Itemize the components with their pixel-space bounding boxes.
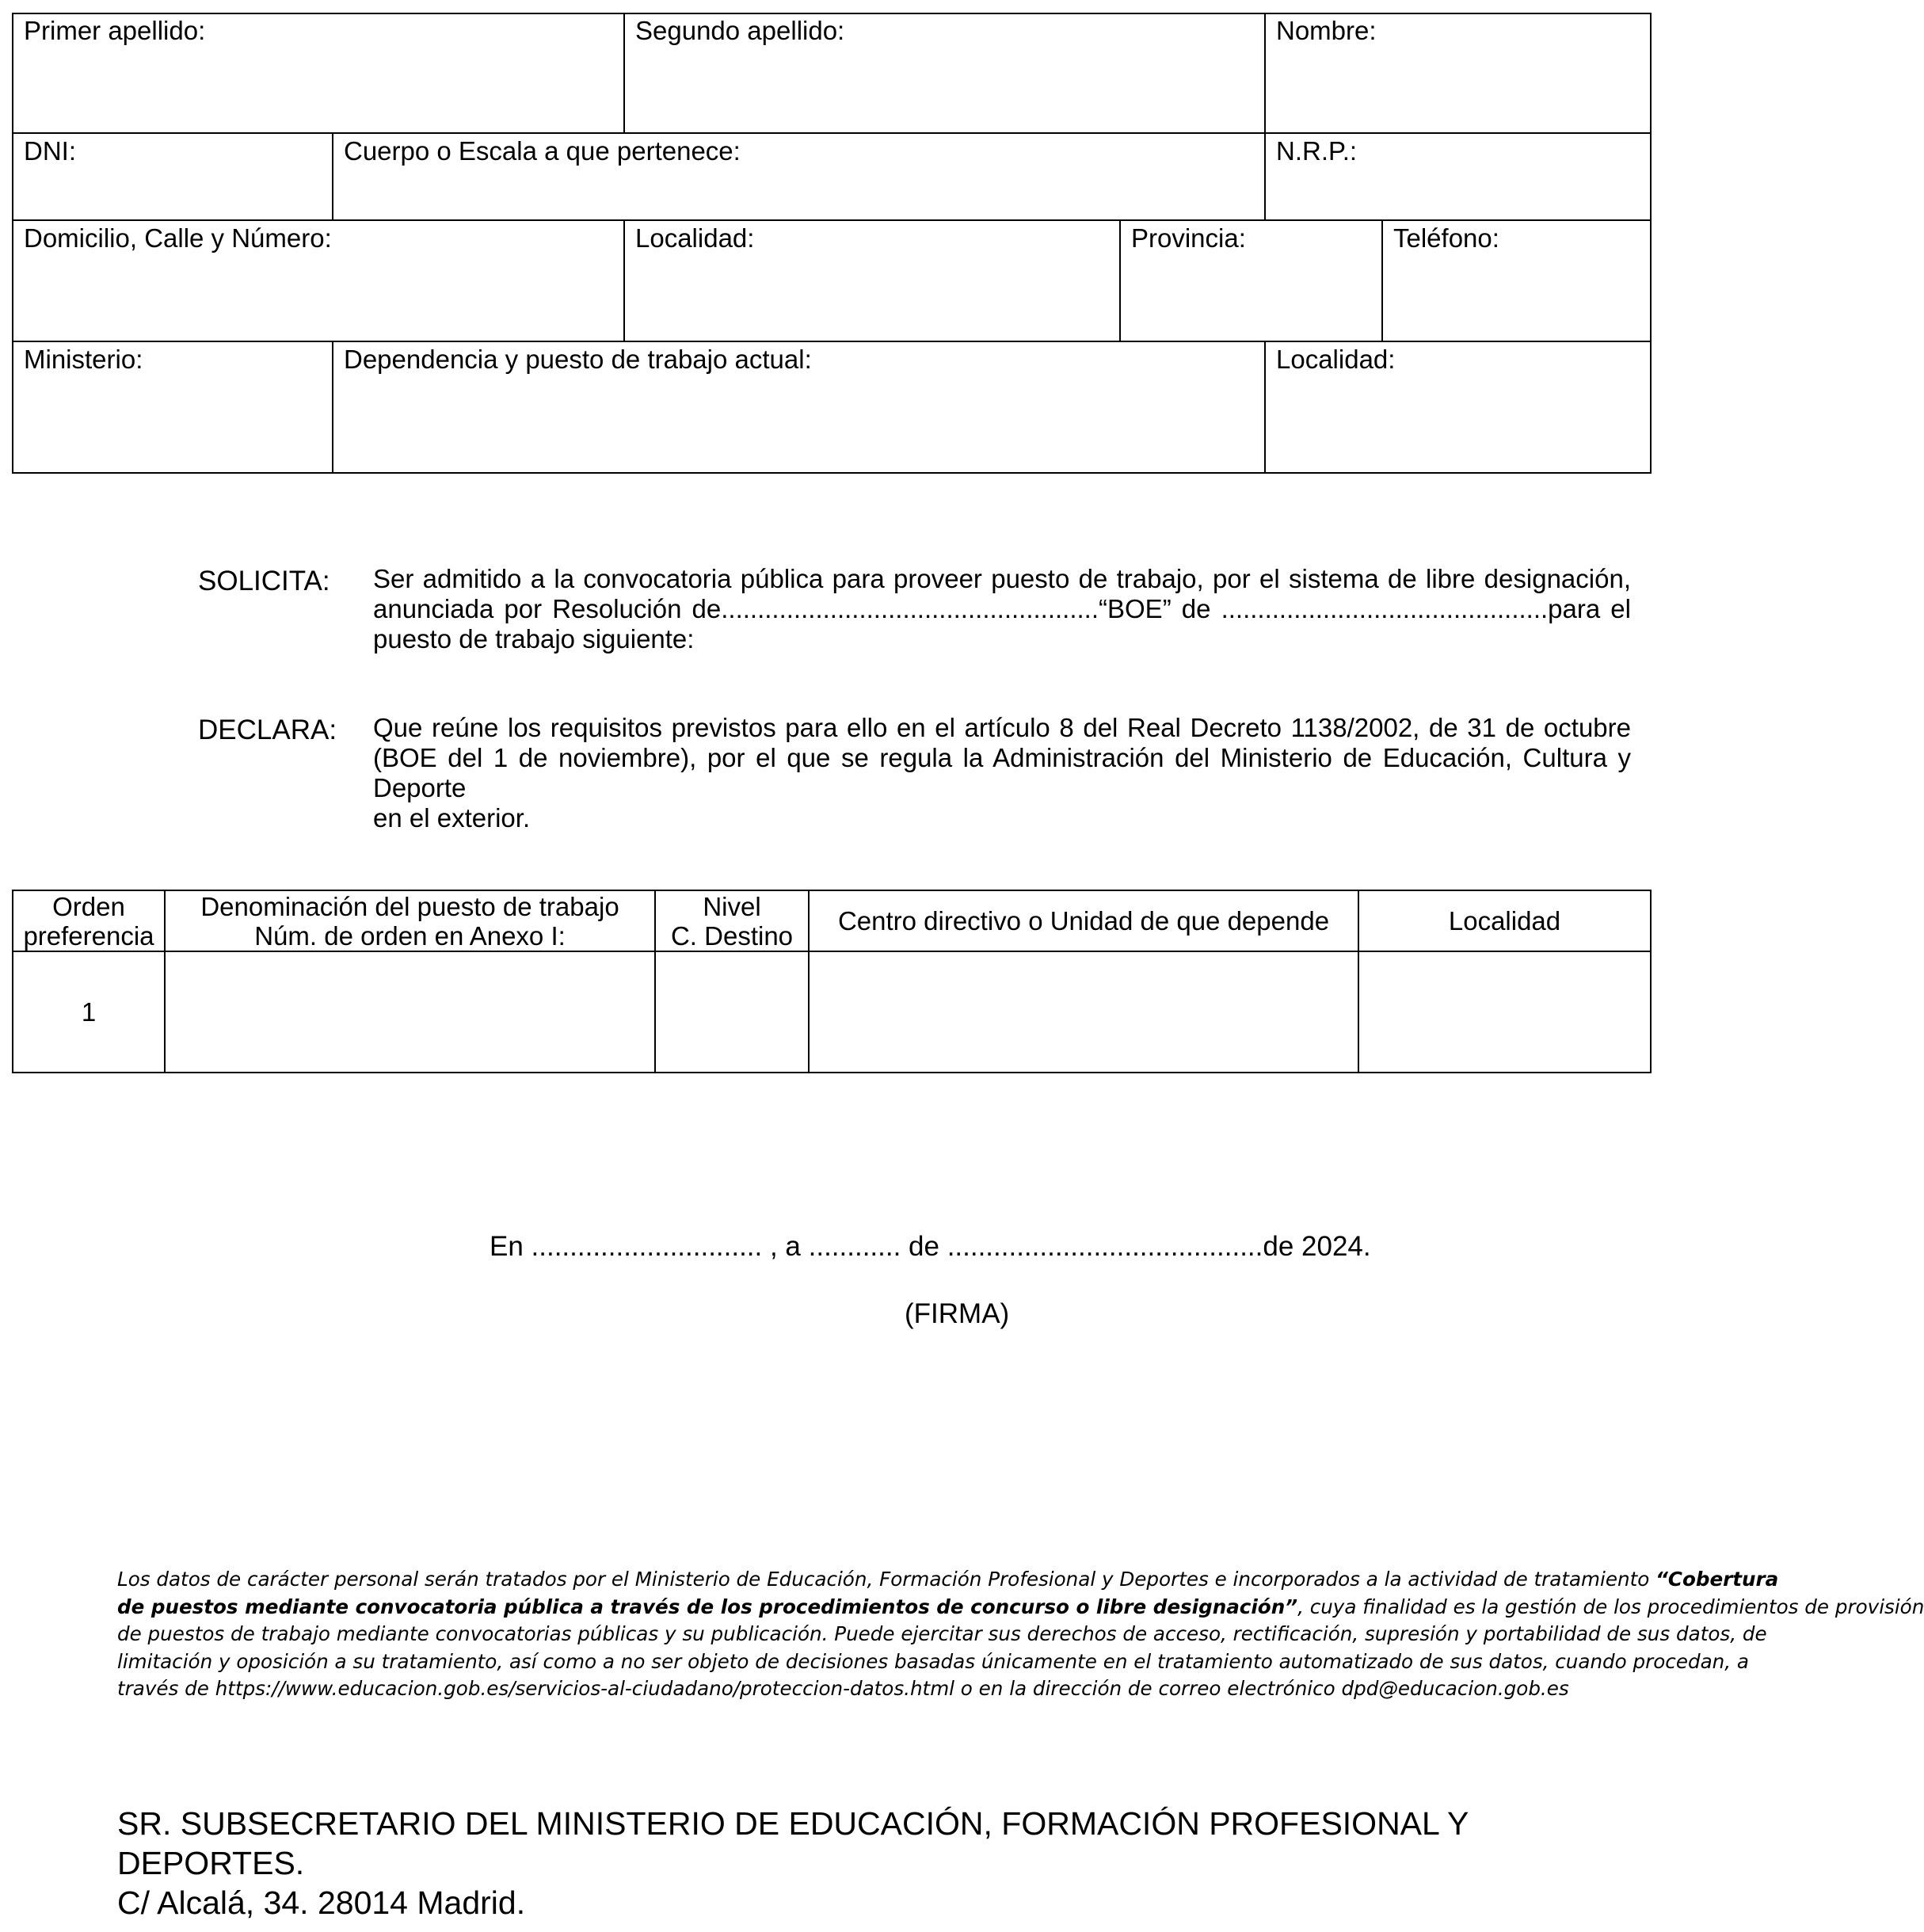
field-dni[interactable]: DNI: bbox=[24, 136, 76, 166]
cell-centro[interactable] bbox=[810, 952, 1358, 1072]
field-dependencia[interactable]: Dependencia y puesto de trabajo actual: bbox=[344, 345, 812, 374]
legal-line2-text: , cuya finalidad es la gestión de los procedimientos de provisión bbox=[1297, 1595, 1924, 1618]
col-divider bbox=[1264, 341, 1266, 474]
header-orden-line2: preferencia bbox=[23, 920, 154, 951]
col-divider bbox=[623, 13, 625, 133]
col-divider bbox=[1381, 219, 1383, 341]
solicita-line: puesto de trabajo siguiente: bbox=[373, 624, 695, 654]
field-nombre[interactable]: Nombre: bbox=[1276, 16, 1377, 45]
declara-line: Que reúne los requisitos previstos para ello en el artículo 8 del Real Decreto 1138/2002, de 31 de octubre bbox=[373, 713, 1631, 742]
header-orden-line1: Orden bbox=[52, 891, 125, 921]
legal-line1-text: Los datos de carácter personal serán tratados por el Ministerio de Educación, Formación Profesional y Deportes e incorporados a la actividad de tratamiento bbox=[117, 1568, 1656, 1591]
declara-line: (BOE del 1 de noviembre), por el que se regula la Administración del Ministerio de Educación, Cultura y Deporte bbox=[373, 743, 1631, 802]
legal-line2-bold: de puestos mediante convocatoria pública a través de los procedimientos de concurso o libre designación” bbox=[117, 1595, 1298, 1618]
header-denominacion-line1: Denominación del puesto de trabajo bbox=[200, 891, 619, 921]
field-domicilio[interactable]: Domicilio, Calle y Número: bbox=[24, 223, 332, 253]
addressee-address: C/ Alcalá, 34. 28014 Madrid. bbox=[117, 1884, 526, 1921]
header-orden-preferencia bbox=[13, 891, 164, 951]
col-divider bbox=[332, 341, 333, 474]
field-ministerio[interactable]: Ministerio: bbox=[24, 345, 143, 374]
data-protection-notice bbox=[117, 1566, 1924, 1703]
header-nivel-line2: C. Destino bbox=[670, 920, 794, 951]
col-divider bbox=[1119, 219, 1121, 341]
header-centro-directivo: Centro directivo o Unidad de que depende bbox=[837, 906, 1330, 936]
solicita-line: Ser admitido a la convocatoria pública para proveer puesto de trabajo, por el sistema de libre designación, bbox=[373, 564, 1631, 593]
cell-localidad[interactable] bbox=[1359, 952, 1650, 1072]
header-denominacion-line2: Núm. de orden en Anexo I: bbox=[254, 920, 566, 951]
declara-line: en el exterior. bbox=[373, 803, 531, 833]
field-telefono[interactable]: Teléfono: bbox=[1393, 223, 1499, 253]
addressee-line2: DEPORTES. bbox=[117, 1845, 305, 1881]
header-nivel bbox=[656, 891, 808, 951]
legal-line1-bold: “Cobertura bbox=[1655, 1568, 1779, 1591]
cell-denominacion[interactable] bbox=[166, 952, 654, 1072]
col-divider bbox=[1264, 13, 1266, 133]
solicita-text bbox=[373, 564, 1631, 654]
cell-nivel[interactable] bbox=[656, 952, 808, 1072]
col-divider bbox=[623, 219, 625, 341]
col-divider bbox=[1264, 132, 1266, 220]
field-provincia[interactable]: Provincia: bbox=[1131, 223, 1246, 253]
header-nivel-line1: Nivel bbox=[703, 891, 761, 921]
col-divider bbox=[332, 132, 333, 220]
row-divider bbox=[12, 219, 1652, 221]
legal-line bbox=[117, 1594, 1924, 1621]
field-cuerpo-escala[interactable]: Cuerpo o Escala a que pertenece: bbox=[344, 136, 741, 166]
field-segundo-apellido[interactable]: Segundo apellido: bbox=[635, 16, 845, 45]
fecha-line: En .............................. , a ............ de .........................................de 2024. bbox=[490, 1231, 1371, 1262]
field-primer-apellido[interactable]: Primer apellido: bbox=[24, 16, 206, 45]
declara-text bbox=[373, 713, 1631, 833]
cell-orden: 1 bbox=[81, 997, 97, 1027]
legal-line: limitación y oposición a su tratamiento, así como a no ser objeto de decisiones basadas únicamente en el tratamiento automatizado de sus datos, cuando procedan, a bbox=[117, 1649, 1749, 1673]
field-localidad-actual[interactable]: Localidad: bbox=[1276, 345, 1396, 374]
solicita-line: anunciada por Resolución de....................................................“BOE” de .............................................para el bbox=[373, 594, 1631, 623]
declara-label: DECLARA: bbox=[198, 714, 337, 745]
row-divider bbox=[12, 341, 1652, 342]
legal-line bbox=[117, 1566, 1779, 1594]
header-localidad: Localidad bbox=[1448, 906, 1561, 936]
field-nrp[interactable]: N.R.P.: bbox=[1276, 136, 1358, 166]
addressee-line1: SR. SUBSECRETARIO DEL MINISTERIO DE EDUCACIÓN, FORMACIÓN PROFESIONAL Y bbox=[117, 1805, 1469, 1842]
legal-line: través de https://www.educacion.gob.es/servicios-al-ciudadano/proteccion-datos.html o en la dirección de correo electrónico dpd@educacion.gob.es bbox=[117, 1677, 1569, 1700]
legal-line: de puestos de trabajo mediante convocatorias públicas y su publicación. Puede ejercitar sus derechos de acceso, rectificación, supresión y portabilidad de sus datos, de bbox=[117, 1622, 1767, 1645]
firma-label: (FIRMA) bbox=[905, 1298, 1010, 1329]
header-denominacion bbox=[166, 891, 654, 951]
solicita-label: SOLICITA: bbox=[198, 566, 330, 596]
field-localidad[interactable]: Localidad: bbox=[635, 223, 755, 253]
row-divider bbox=[12, 132, 1652, 134]
